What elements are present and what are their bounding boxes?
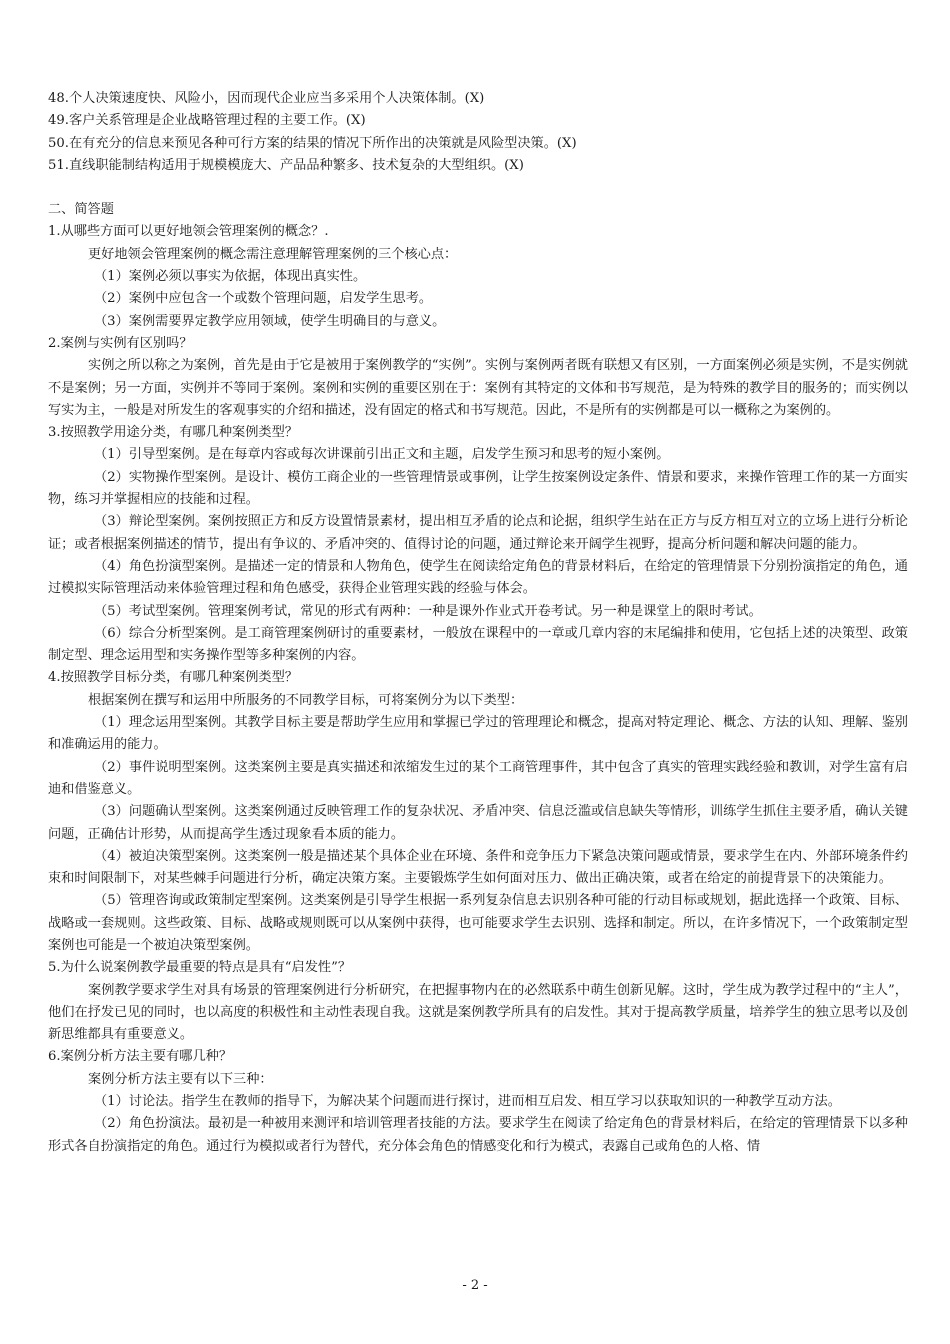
answer-item: （4）角色扮演型案例。是描述一定的情景和人物角色，使学生在阅读给定角色的背景材料后，在给定的管理情景下分别扮演指定的角色，通过模拟实际管理活动来体验管理过程和角色感受，获得企业管理实践的经验与体会。 xyxy=(48,558,908,597)
answer-item: （1）案例必须以事实为依据，体现出真实性。 xyxy=(94,269,367,285)
true-false-item: 49.客户关系管理是企业战略管理过程的主要工作。(X) xyxy=(48,113,366,129)
answer-item: （3）辩论型案例。案例按照正方和反方设置情景素材，提出相互矛盾的论点和论据，组织学生站在正方与反方相互对立的立场上进行分析论证；或者根据案例描述的情节，提出有争议的、矛盾冲突的、值得讨论的问题，通过辩论来开阔学生视野，提高分析问题和解决问题的能力。 xyxy=(48,514,908,552)
answer-item: （5）考试型案例。管理案例考试，常见的形式有两种：一种是课外作业式开卷考试。另一种是课堂上的限时考试。 xyxy=(94,603,762,619)
question-1: 1.从哪些方面可以更好地领会管理案例的概念？. xyxy=(48,224,329,240)
answer-item: （1）理念运用型案例。其教学目标主要是帮助学生应用和掌握已学过的管理理论和概念，提高对特定理论、概念、方法的认知、理解、鉴别和准确运用的能力。 xyxy=(48,715,908,753)
answer-item: （5）管理咨询或政策制定型案例。这类案例是引导学生根据一系列复杂信息去识别各种可能的行动目标或规划，据此选择一个政策、目标、战略或一套规则。这些政策、目标、战略或规则既可以从案例中获得，也可能要求学生去识别、选择和制定。所以，在许多情况下，一个政策制定型案例也可能是一个被迫决策型案例。 xyxy=(48,893,908,953)
answer-intro: 案例分析方法主要有以下三种： xyxy=(88,1071,273,1087)
true-false-item: 51.直线职能制结构适用于规模模庞大、产品品种繁多、技术复杂的大型组织。(X) xyxy=(48,157,524,173)
question-2: 2.案例与实例有区别吗？ xyxy=(48,335,193,351)
answer-item: （3）问题确认型案例。这类案例通过反映管理工作的复杂状况、矛盾冲突、信息泛滥或信息缺失等情形，训练学生抓住主要矛盾，确认关键问题，正确估计形势，从而提高学生透过现象看本质的能力。 xyxy=(48,804,908,842)
answer-item: （2）角色扮演法。最初是一种被用来测评和培训管理者技能的方法。要求学生在阅读了给定角色的背景材料后，在给定的管理情景下以多种形式各自扮演指定的角色。通过行为模拟或者行为替代，充分体会角色的情感变化和行为模式，表露自己或角色的人格、情 xyxy=(48,1116,908,1154)
answer-item: （6）综合分析型案例。是工商管理案例研讨的重要素材，一般放在课程中的一章或几章内容的末尾编排和使用，它包括上述的决策型、政策制定型、理念运用型和实务操作型等多种案例的内容。 xyxy=(48,625,908,664)
question-6: 6.案例分析方法主要有哪几种？ xyxy=(48,1049,233,1065)
true-false-item: 48.个人决策速度快、风险小，因而现代企业应当多采用个人决策体制。(X) xyxy=(48,91,485,106)
answer-item: （1）讨论法。指学生在教师的指导下，为解决某个问题而进行探讨，进而相互启发、相互学习以获取知识的一种教学互动方法。 xyxy=(94,1094,841,1110)
answer-item: （2）事件说明型案例。这类案例主要是真实描述和浓缩发生过的某个工商管理事件，其中包含了真实的管理实践经验和教训，对学生富有启迪和借鉴意义。 xyxy=(48,759,908,797)
question-3: 3.按照教学用途分类，有哪几种案例类型？ xyxy=(48,425,298,441)
answer-item: （1）引导型案例。是在每章内容或每次讲课前引出正文和主题，启发学生预习和思考的短小案例。 xyxy=(94,447,670,463)
answer-paragraph: 案例教学要求学生对具有场景的管理案例进行分析研究，在把握事物内在的必然联系中萌生创新见解。这时，学生成为教学过程中的“主人”，他们在抒发已见的同时，也以高度的积极性和主动性表现自我。这就是案例教学所具有的启发性。其对于提高教学质量，培养学生的独立思考以及创新思维都具有重要意义。 xyxy=(48,982,908,1043)
answer-item: （3）案例需要界定教学应用领域，使学生明确目的与意义。 xyxy=(94,313,446,329)
answer-intro: 根据案例在撰写和运用中所服务的不同教学目标，可将案例分为以下类型： xyxy=(88,692,524,708)
true-false-item: 50.在有充分的信息来预见各种可行方案的结果的情况下所作出的决策就是风险型决策。(X) xyxy=(48,135,577,151)
answer-intro: 更好地领会管理案例的概念需注意理解管理案例的三个核心点： xyxy=(88,246,458,262)
page-number: - 2 - xyxy=(462,1278,488,1293)
section-title: 二、简答题 xyxy=(48,202,114,218)
answer-item: （2）案例中应包含一个或数个管理问题，启发学生思考。 xyxy=(94,291,433,307)
document-body xyxy=(48,88,908,1158)
answer-paragraph: 实例之所以称之为案例，首先是由于它是被用于案例教学的“实例”。实例与案例两者既有联想又有区别，一方面案例必须是实例，不是实例就不是案例；另一方面，实例并不等同于案例。案例和实例的重要区别在于：案例有其特定的文体和书写规范，是为特殊的教学目的服务的；而实例以写实为主，一般是对所发生的客观事实的介绍和描述，没有固定的格式和书写规范。因此，不是所有的实例都是可以一概称之为案例的。 xyxy=(48,358,908,418)
question-4: 4.按照教学目标分类，有哪几种案例类型？ xyxy=(48,670,298,686)
answer-item: （4）被迫决策型案例。这类案例一般是描述某个具体企业在环境、条件和竞争压力下紧急决策问题或情景，要求学生在内、外部环境条件约束和时间限制下，对某些棘手问题进行分析，确定决策方案。主要锻炼学生如何面对压力、做出正确决策，或者在给定的前提背景下的决策能力。 xyxy=(48,848,908,887)
question-5: 5.为什么说案例教学最重要的特点是具有“启发性”？ xyxy=(48,960,352,976)
answer-item: （2）实物操作型案例。是设计、模仿工商企业的一些管理情景或事例，让学生按案例设定条件、情景和要求，来操作管理工作的某一方面实物，练习并掌握相应的技能和过程。 xyxy=(48,469,908,508)
